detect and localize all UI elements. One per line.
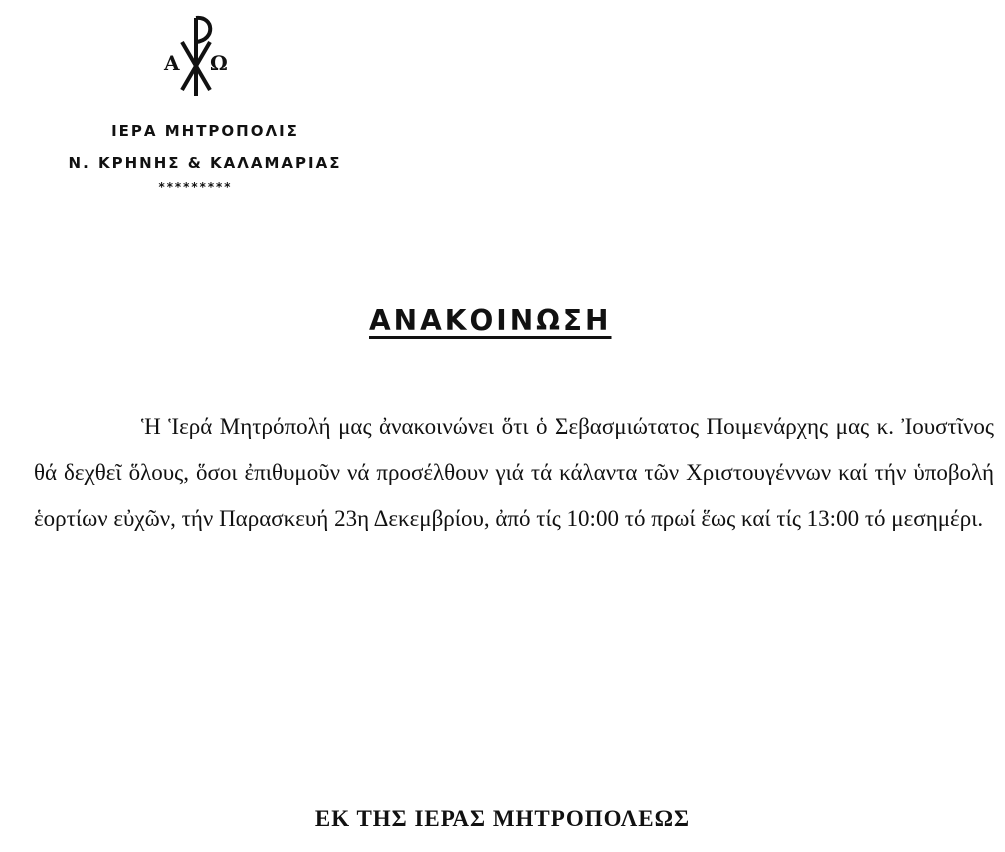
header-separator: ********* — [157, 180, 233, 194]
svg-text:Ω: Ω — [210, 51, 228, 75]
metropolis-region: Ν. ΚΡΗΝΗΣ & ΚΑΛΑΜΑΡΙΑΣ — [68, 154, 342, 172]
signature-footer: ΕΚ ΤΗΣ ΙΕΡΑΣ ΜΗΤΡΟΠΟΛΕΩΣ — [314, 806, 691, 831]
chi-rho-alpha-omega-icon — [158, 12, 234, 100]
metropolis-name: ΙΕΡΑ ΜΗΤΡΟΠΟΛΙΣ — [111, 122, 299, 140]
announcement-title: ΑΝΑΚΟΙΝΩΣΗ — [369, 304, 612, 337]
svg-text:Α: Α — [164, 51, 180, 75]
announcement-body: Ἡ Ἱερά Μητρόπολή μας ἀνακοινώνει ὅτι ὁ Σεβασμιώτατος Ποιμενάρχης μας κ. Ἰουστῖνος θά δεχθεῖ ὅλους, ὅσοι ἐπιθυμοῦν νά προσέλθουν γιά τά κάλαντα τῶν Χριστουγέννων καί τήν ὑποβολή ἑορτίων εὐχῶν, τήν Παρασκευή 23η Δεκεμβρίου, ἀπό τίς 10:00 τό πρωί ἕως καί τίς 13:00 τό μεσημέρι. — [34, 414, 994, 531]
